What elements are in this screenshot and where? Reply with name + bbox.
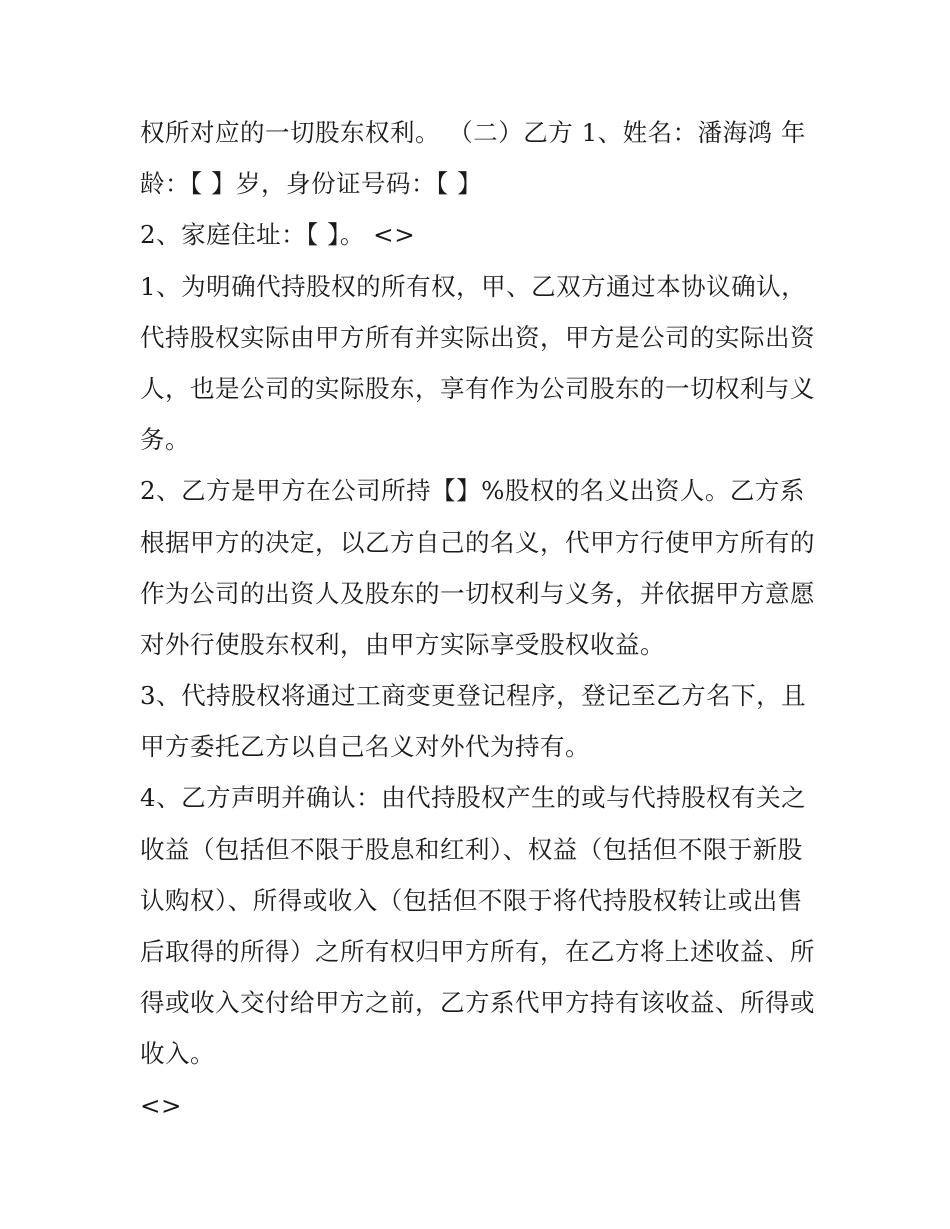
document-body [140,107,815,1131]
text-line: 对外行使股东权利，由甲方实际享受股权收益。 [140,629,665,659]
text-line: 龄：【 】岁，身份证号码：【 】 [140,169,483,199]
text-line: 后取得的所得）之所有权归甲方所有，在乙方将上述收益、所 [140,937,815,966]
text-line: 根据甲方的决定，以乙方自己的名义，代甲方行使甲方所有的 [140,527,815,557]
text-line: 2、乙方是甲方在公司所持【】%股权的名义出资人。乙方系 [140,476,805,506]
text-line: 人，也是公司的实际股东，享有作为公司股东的一切权利与义 [140,373,815,403]
text-line: 得或收入交付给甲方之前，乙方系代甲方持有该收益、所得或 [140,988,815,1018]
text-line: 代持股权实际由甲方所有并实际出资，甲方是公司的实际出资 [140,322,815,352]
text-line: 1、为明确代持股权的所有权，甲、乙双方通过本协议确认， [140,271,807,301]
text-line: 2、家庭住址：【 】。 <> [140,220,416,250]
text-line: 认购权）、所得或收入（包括但不限于将代持股权转让或出售 [140,885,803,915]
text-line: 权所对应的一切股东权利。 （二）乙方 1、姓名：潘海鸿 年 [140,118,806,147]
text-line: 务。 [140,425,190,455]
text-line: 收入。 [140,1039,215,1069]
text-line: 作为公司的出资人及股东的一切权利与义务，并依据甲方意愿 [140,578,815,608]
text-line: 收益（包括但不限于股息和红利）、权益（包括但不限于新股 [140,834,803,864]
text-line: 3、代持股权将通过工商变更登记程序，登记至乙方名下，且 [140,681,807,711]
text-line: 甲方委托乙方以自己名义对外代为持有。 [140,732,590,762]
text-line: <> [140,1090,183,1120]
text-line: 4、乙方声明并确认：由代持股权产生的或与代持股权有关之 [140,783,807,813]
